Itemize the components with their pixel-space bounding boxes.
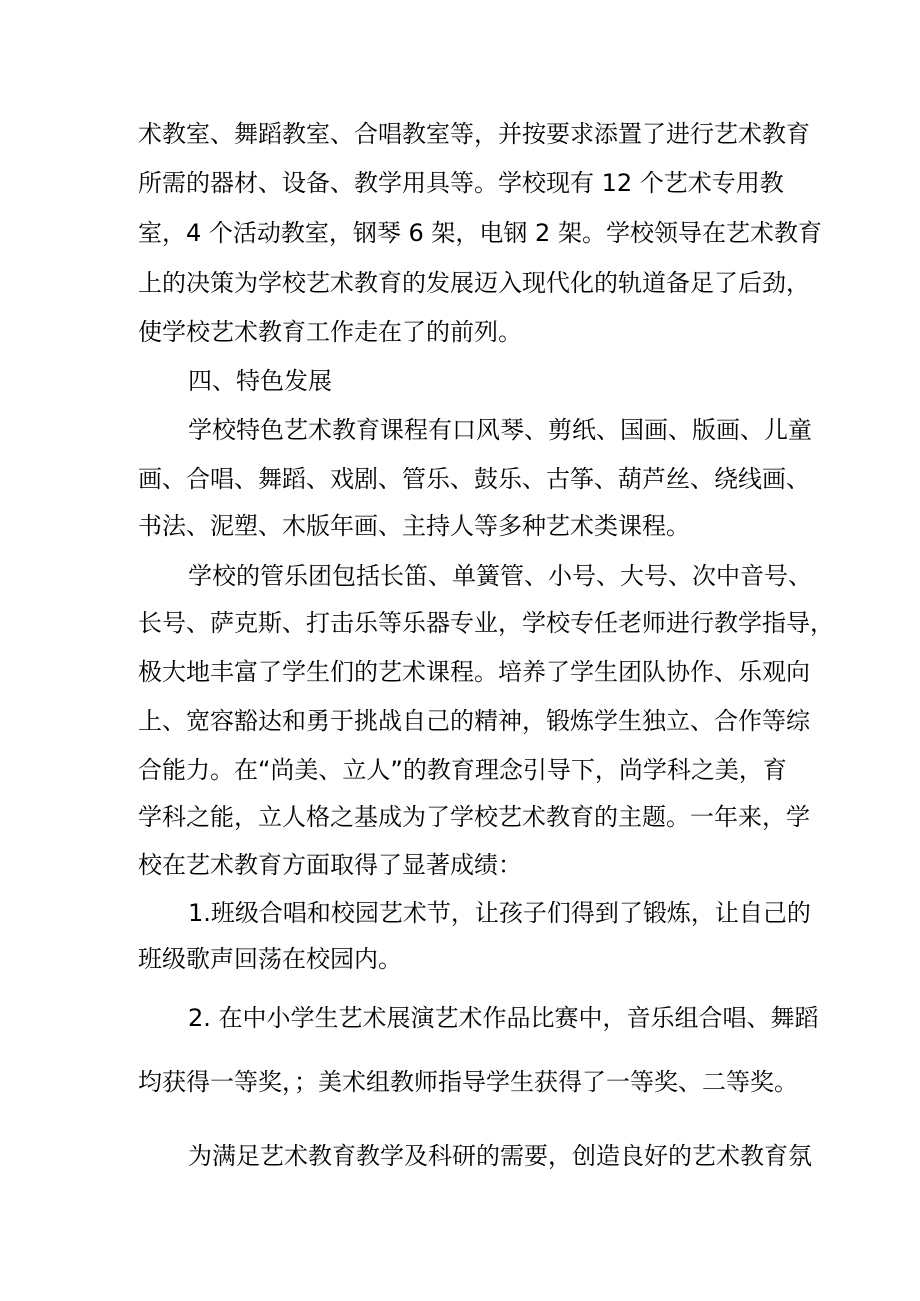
text-line: 学校的管乐团包括长笛、单簧管、小号、大号、次中音号、 bbox=[188, 562, 812, 590]
text-line: 所需的器材、设备、教学用具等。学校现有 12 个艺术专用教 bbox=[138, 169, 784, 197]
text-line: 上、宽容豁达和勇于挑战自己的精神，锻炼学生独立、合作等综 bbox=[138, 707, 810, 735]
text-line: 术教室、舞蹈教室、合唱教室等，并按要求添置了进行艺术教育 bbox=[138, 120, 810, 148]
text-line: 画、合唱、舞蹈、戏剧、管乐、鼓乐、古筝、葫芦丝、绕线画、 bbox=[138, 465, 810, 493]
text-line: 均获得一等奖，；美术组教师指导学生获得了一等奖、二等奖。 bbox=[138, 1068, 798, 1096]
text-line: 学校特色艺术教育课程有口风琴、剪纸、国画、版画、儿童 bbox=[188, 416, 812, 444]
text-line: 极大地丰富了学生们的艺术课程。培养了学生团队协作、乐观向 bbox=[138, 658, 810, 686]
text-line: 书法、泥塑、木版年画、主持人等多种艺术类课程。 bbox=[138, 512, 690, 540]
text-line: 学科之能，立人格之基成为了学校艺术教育的主题。一年来，学 bbox=[138, 803, 810, 831]
text-line: 合能力。在“尚美、立人”的教育理念引导下，尚学科之美，育 bbox=[138, 756, 787, 784]
text-line: 长号、萨克斯、打击乐等乐器专业，学校专任老师进行教学指导， bbox=[138, 609, 834, 637]
text-line: 上的决策为学校艺术教育的发展迈入现代化的轨道备足了后劲， bbox=[138, 269, 810, 297]
text-line: 室，4 个活动教室，钢琴 6 架，电钢 2 架。学校领导在艺术教育 bbox=[138, 219, 822, 247]
text-line: 班级歌声回荡在校园内。 bbox=[138, 945, 402, 973]
section-heading: 四、特色发展 bbox=[188, 367, 332, 395]
text-line: 为满足艺术教育教学及科研的需要，创造良好的艺术教育氛 bbox=[188, 1142, 812, 1170]
text-line: 使学校艺术教育工作走在了的前列。 bbox=[138, 318, 522, 346]
list-item: 1.班级合唱和校园艺术节，让孩子们得到了锻炼，让自己的 bbox=[188, 899, 811, 927]
list-item: 2. 在中小学生艺术展演艺术作品比赛中，音乐组合唱、舞蹈 bbox=[188, 1004, 819, 1032]
text-line: 校在艺术教育方面取得了显著成绩： bbox=[138, 851, 522, 879]
